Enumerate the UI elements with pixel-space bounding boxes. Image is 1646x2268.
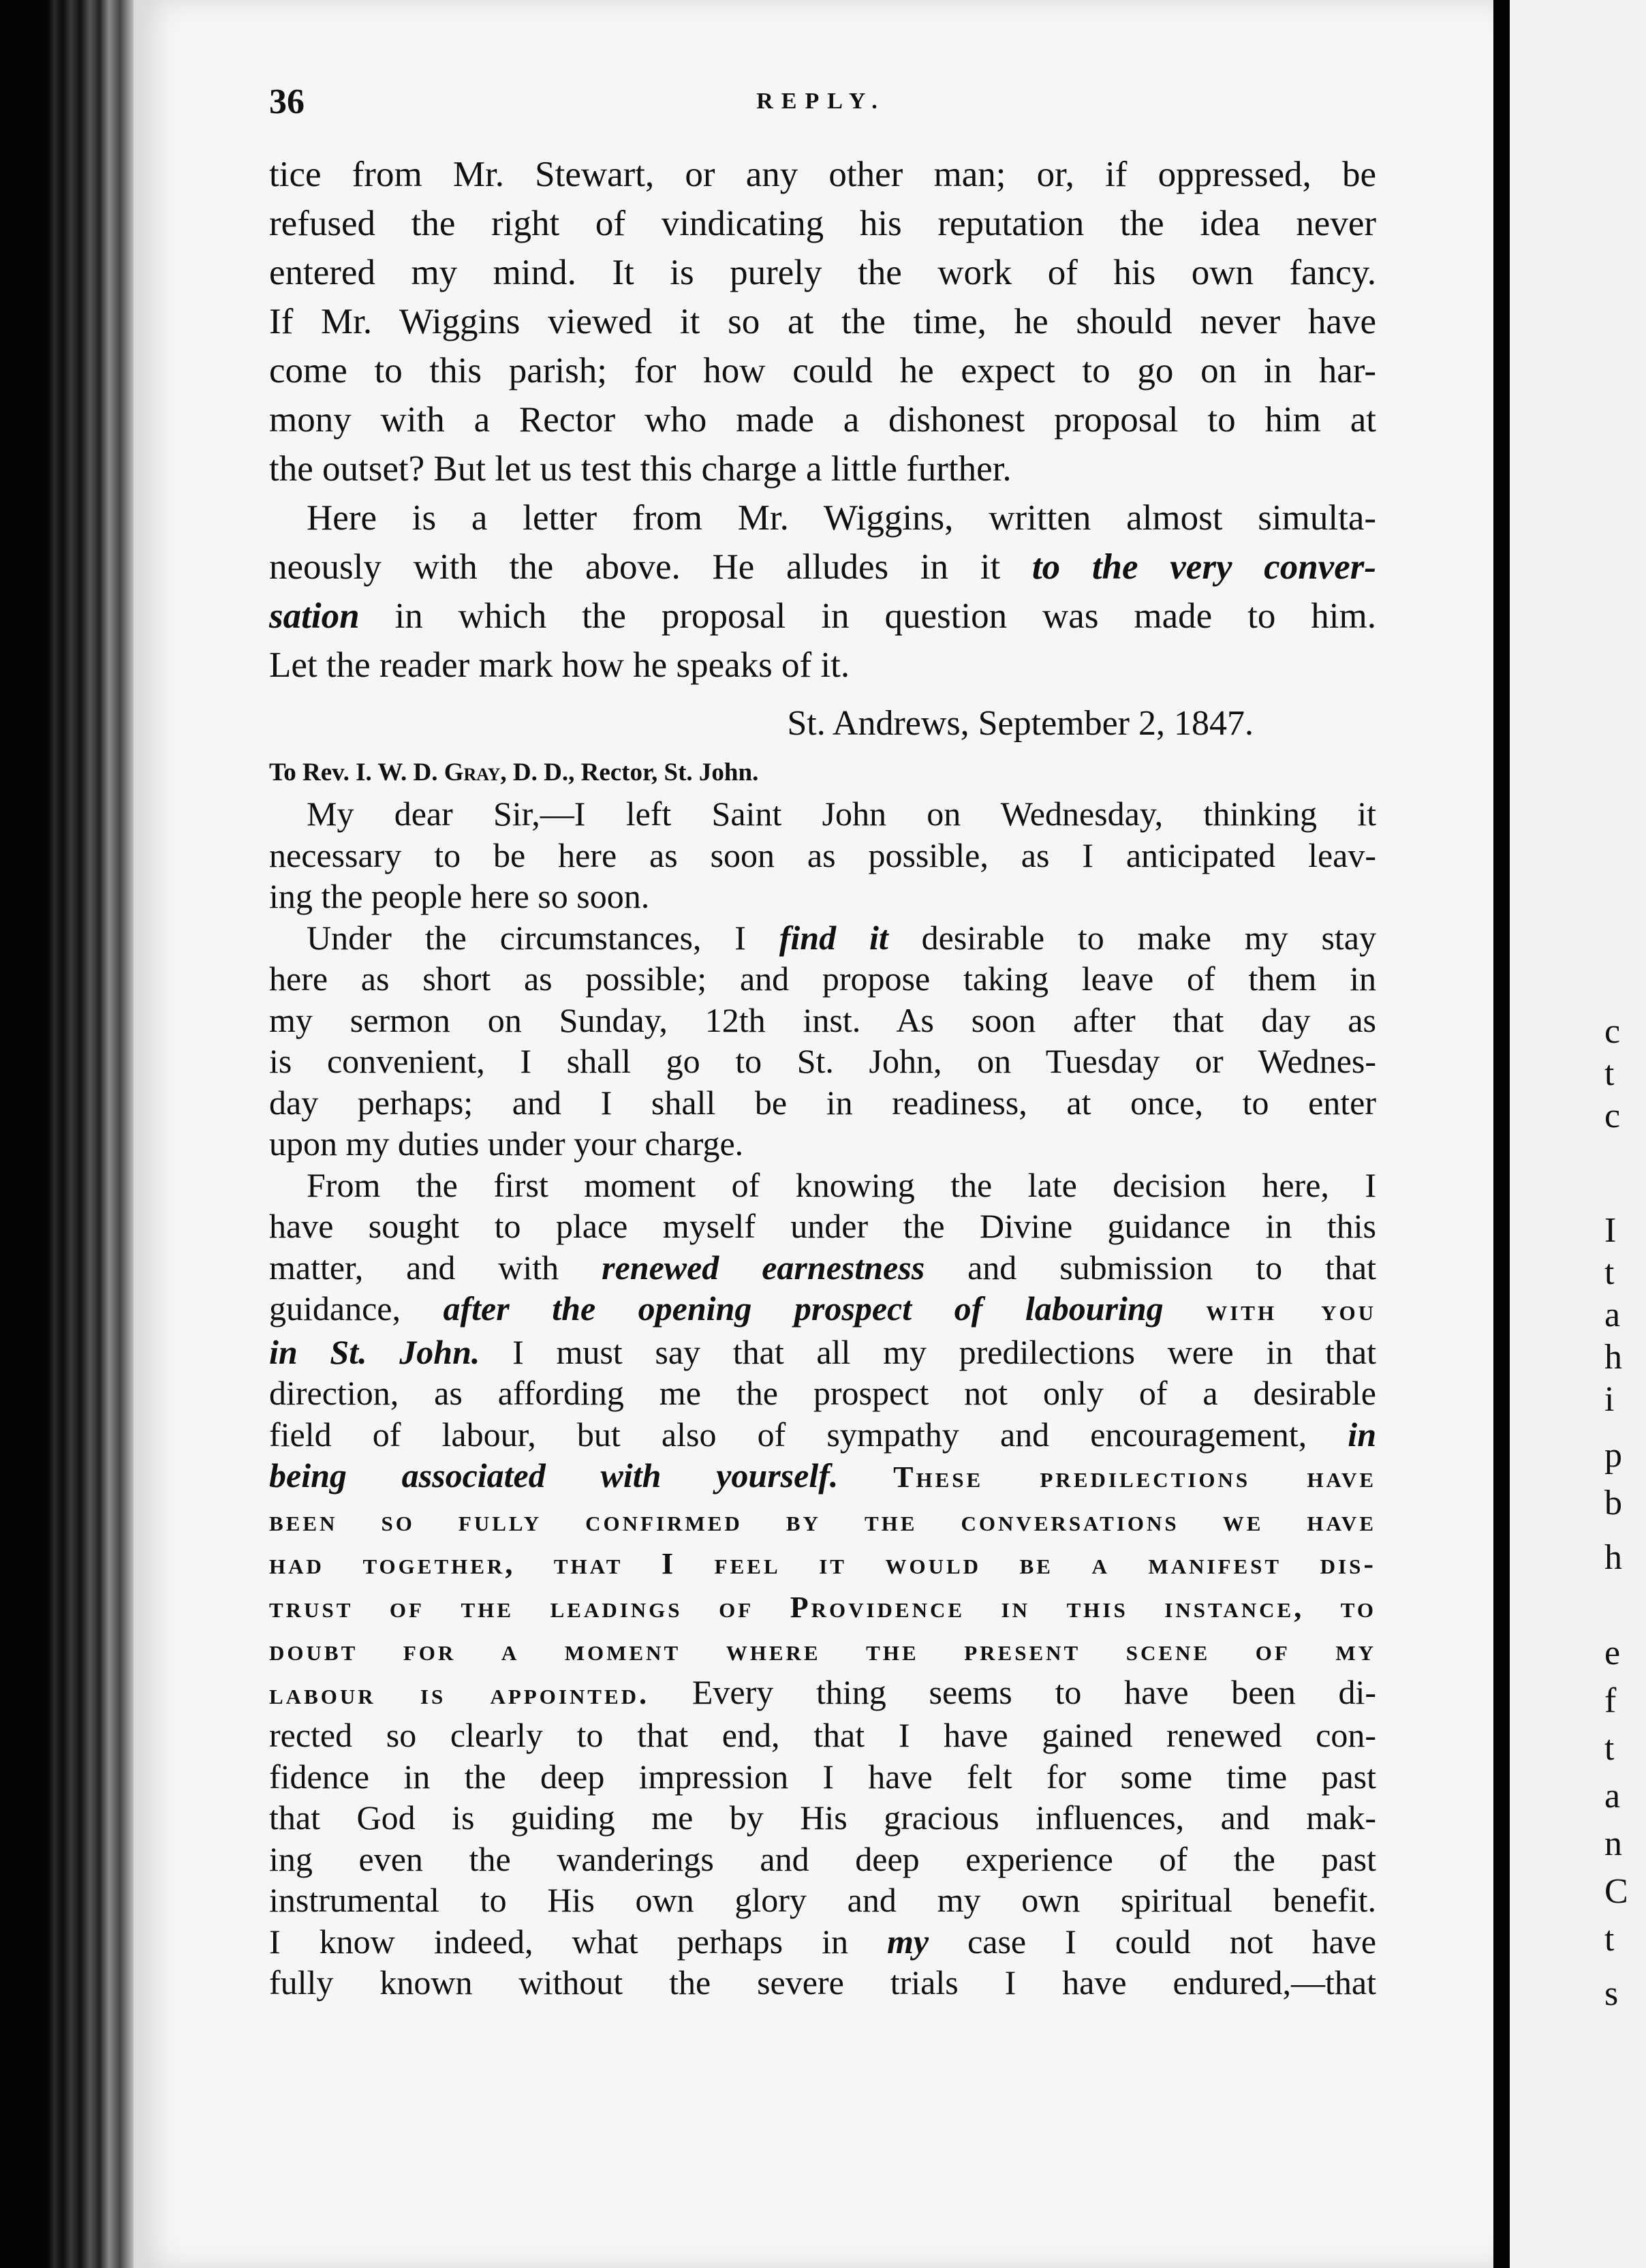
text-run: , D. D., Rector, St. John. [500, 758, 759, 786]
text-line: entered my mind. It is purely the work of his own fancy. [269, 253, 1376, 292]
text-line [269, 1332, 1376, 1373]
text-line: tice from Mr. Stewart, or any other man; or, if oppressed, be [269, 155, 1376, 194]
text-line: refused the right of vindicating his reputation the idea never [269, 204, 1376, 243]
text-line: come to this parish; for how could he expect to go on in har- [269, 351, 1376, 390]
text-line [269, 1499, 1376, 1542]
text-line: mony with a Rector who made a dishonest proposal to him at [269, 400, 1376, 440]
fragment: a [1604, 1777, 1621, 1815]
fragment: t [1604, 1920, 1615, 1959]
fragment: b [1604, 1484, 1622, 1522]
gutter [1493, 0, 1510, 2268]
paragraph-letter-intro [269, 493, 1376, 690]
text-line: Here is a letter from Mr. Wiggins, written almost simulta- [307, 498, 1376, 538]
fragment: p [1604, 1436, 1622, 1475]
text-line [269, 1455, 1376, 1499]
small-caps-name: Gray [444, 758, 501, 786]
text-line: day perhaps; and I shall be in readiness, at once, to enter [269, 1083, 1376, 1122]
fragment: e [1604, 1634, 1621, 1672]
text-run: case I could not have [967, 1922, 1377, 1961]
fragment: a [1604, 1296, 1621, 1334]
text-line: rected so clearly to that end, that I have gained renewed con- [269, 1716, 1376, 1754]
emphasis: my [886, 1922, 929, 1961]
text-line [269, 917, 1376, 959]
text-line: direction, as affording me the prospect not only of a desirable [269, 1374, 1376, 1412]
small-caps-text: been so fully confirmed by the conversations we have [269, 1503, 1376, 1537]
text-line: upon my duties under your charge. [269, 1124, 744, 1163]
fragment: C [1604, 1872, 1628, 1911]
text-line: If Mr. Wiggins viewed it so at the time, he should never have [269, 302, 1376, 341]
text-run: field of labour, but also of sympathy and encouragement, [269, 1415, 1307, 1454]
fragment: n [1604, 1824, 1622, 1863]
text-run: neously with the above. He alludes in it [269, 547, 1001, 587]
running-head: REPLY. [756, 89, 886, 114]
fragment: c [1604, 1097, 1621, 1135]
small-caps-text: labour is appointed. [269, 1676, 650, 1711]
text-line: Let the reader mark how he speaks of it. [269, 645, 850, 685]
fragment: s [1604, 1974, 1619, 2013]
text-line: is convenient, I shall go to St. John, on Tuesday or Wednes- [269, 1042, 1376, 1080]
text-line: instrumental to His own glory and my own spiritual benefit. [269, 1881, 1376, 1919]
emphasis: in [1348, 1415, 1376, 1454]
text-line [269, 592, 1376, 641]
text-line [269, 1288, 1376, 1332]
text-line [269, 1672, 1376, 1715]
small-caps-text: trust of the leadings of Providence in this instance, to [269, 1590, 1376, 1624]
text-line [269, 1247, 1376, 1289]
text-line [269, 1414, 1376, 1456]
text-line: the outset? But let us test this charge a little further. [269, 449, 1012, 489]
text-line [269, 1921, 1376, 1963]
text-run: matter, and with [269, 1248, 559, 1287]
text-line: that God is guiding me by His gracious influences, and mak- [269, 1798, 1376, 1837]
small-caps-text: doubt for a moment where the present scene of my [269, 1634, 1376, 1667]
fragment: f [1604, 1681, 1617, 1720]
emphasis: to the very conver- [1031, 547, 1376, 587]
fragment: h [1604, 1338, 1622, 1377]
text-run: guidance, [269, 1289, 401, 1328]
letter-addressee [269, 752, 1376, 793]
text-line: fully known without the severe trials I have endured,—that [269, 1963, 1376, 2002]
emphasis: being associated with yourself. [269, 1456, 839, 1495]
text-run: Under the circumstances, I [307, 918, 746, 957]
text-line: fidence in the deep impression I have felt for some time past [269, 1757, 1376, 1796]
emphasis: after the opening prospect of labouring [443, 1289, 1164, 1328]
fragment: h [1604, 1538, 1622, 1577]
small-caps-text: These predilections have [893, 1460, 1377, 1494]
emphasis: find it [779, 918, 888, 957]
emphasis: sation [269, 596, 360, 636]
text-line: my sermon on Sunday, 12th inst. As soon after that day as [269, 1000, 1376, 1039]
text-line: My dear Sir,—I left Saint John on Wednesday, thinking it [307, 795, 1376, 833]
text-run: in which the proposal in question was made to him. [394, 596, 1376, 636]
text-line [269, 1628, 1376, 1672]
body-text [269, 150, 1376, 2004]
fragment: t [1604, 1729, 1615, 1768]
small-caps-text: had together, that I feel it would be a manifest dis- [269, 1547, 1376, 1580]
fragment: c [1604, 1012, 1621, 1051]
fragment: t [1604, 1054, 1615, 1093]
letter-paragraph-2 [269, 917, 1376, 1165]
text-run: To Rev. I. W. D. [269, 758, 438, 786]
text-line: ing the people here so soon. [269, 877, 650, 915]
text-run: Every thing seems to have been di- [692, 1672, 1377, 1711]
letter-paragraph-1 [269, 793, 1376, 917]
fragment: I [1604, 1211, 1617, 1250]
text-line [269, 1585, 1376, 1629]
text-line: have sought to place myself under the Divine guidance in this [269, 1207, 1376, 1245]
paragraph-continuation [269, 150, 1376, 493]
emphasis: in St. John. [269, 1332, 480, 1371]
text-line: ing even the wanderings and deep experience of the past [269, 1839, 1376, 1878]
text-run: desirable to make my stay [921, 918, 1377, 957]
text-line [269, 542, 1376, 592]
emphasis: renewed earnestness [602, 1248, 925, 1287]
letter-dateline: St. Andrews, September 2, 1847. [787, 704, 1254, 743]
text-run: I know indeed, what perhaps in [269, 1922, 848, 1961]
text-run: I must say that all my predilections were in that [512, 1332, 1377, 1371]
fragment: t [1604, 1253, 1615, 1292]
text-line: From the first moment of knowing the late decision here, I [307, 1165, 1376, 1204]
page-header [269, 82, 1373, 129]
text-line: necessary to be here as soon as possible, as I anticipated leav- [269, 836, 1376, 874]
letter-paragraph-3 [269, 1165, 1376, 2004]
page-number: 36 [269, 82, 305, 121]
small-caps-text: with you [1206, 1293, 1377, 1327]
text-line: here as short as possible; and propose taking leave of them in [269, 960, 1376, 998]
text-line [269, 1542, 1376, 1585]
fragment: i [1604, 1380, 1615, 1419]
text-run: and submission to that [967, 1248, 1377, 1287]
